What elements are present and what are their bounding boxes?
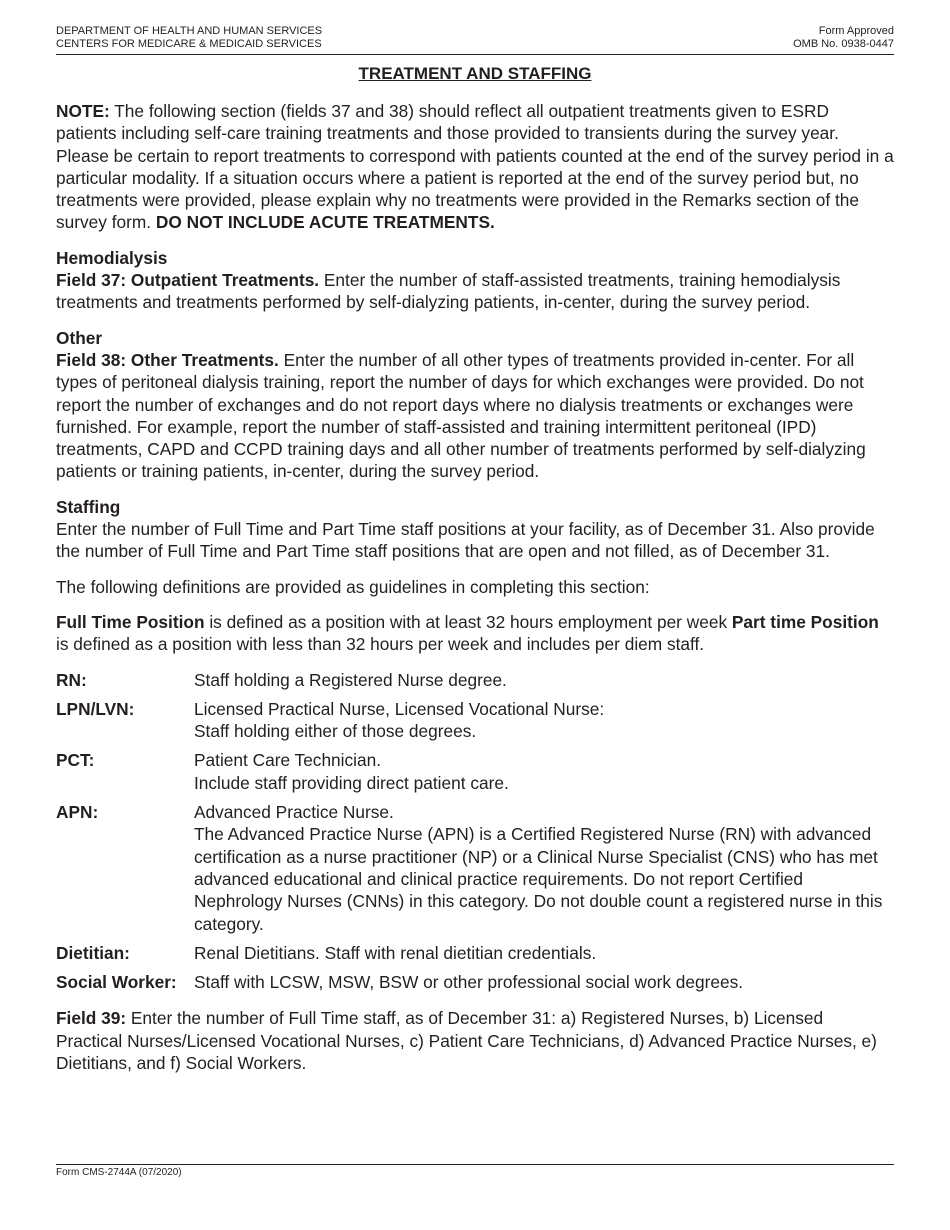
definition-line: Advanced Practice Nurse. (194, 802, 394, 823)
form-page (56, 0, 894, 1230)
definition-term: APN: (56, 802, 99, 823)
definition-term: LPN/LVN: (56, 698, 135, 719)
definition-social-worker (56, 971, 894, 993)
definition-dietitian (56, 942, 894, 964)
field-39-paragraph (56, 1007, 894, 1074)
note-label: NOTE: (56, 101, 110, 121)
agency-line-1: DEPARTMENT OF HEALTH AND HUMAN SERVICES (56, 25, 323, 37)
full-time-label: Full Time Position (56, 611, 205, 632)
field-38-paragraph (56, 349, 894, 483)
field-37-text: Enter the number of staff-assisted treatments, training hemodialysis treatments and treatments performed by self-dialyzing patients, in-center, during the survey period. (56, 270, 841, 313)
form-body (56, 100, 894, 1074)
agency-header (56, 25, 322, 51)
definition-line: Include staff providing direct patient care. (194, 772, 509, 793)
note-paragraph (56, 100, 894, 234)
other-heading: Other (56, 327, 103, 348)
definition-desc (194, 801, 894, 935)
positions-paragraph (56, 611, 894, 656)
definition-apn (56, 801, 894, 935)
definition-desc (194, 749, 894, 794)
approval-header (793, 25, 894, 51)
definition-line: Staff with LCSW, MSW, BSW or other professional social work degrees. (194, 972, 744, 993)
omb-number: OMB No. 0938-0447 (793, 38, 894, 50)
definition-desc (194, 698, 894, 743)
definition-desc (194, 669, 894, 691)
definition-line: Staff holding a Registered Nurse degree. (194, 669, 507, 690)
definition-line: Licensed Practical Nurse, Licensed Vocational Nurse: (194, 698, 605, 719)
definition-line: Renal Dietitians. Staff with renal dietitian credentials. (194, 942, 597, 963)
field-39-label: Field 39: (56, 1008, 127, 1029)
definition-desc (194, 942, 894, 964)
field-39-text: Enter the number of Full Time staff, as of December 31: a) Registered Nurses, b) Licensed Practical Nurses/Licensed Vocational Nurses, c) Patient Care Technicians, d) Advanced Practice Nurses, e) Dietitians, and f) Social Workers. (56, 1008, 877, 1073)
guidelines-intro: The following definitions are provided as guidelines in completing this section: (56, 576, 650, 597)
form-approved-label: Form Approved (818, 25, 894, 37)
page-title: TREATMENT AND STAFFING (358, 64, 592, 83)
definition-rn (56, 669, 894, 691)
footer-divider (56, 1164, 894, 1165)
agency-line-2: CENTERS FOR MEDICARE & MEDICAID SERVICES (56, 38, 322, 50)
hemodialysis-heading: Hemodialysis (56, 247, 168, 268)
field-37-paragraph (56, 269, 894, 314)
staffing-text: Enter the number of Full Time and Part Time staff positions at your facility, as of December 31. Also provide the number of Full Time and Part Time staff positions that are open and not filled, as of December 31. (56, 519, 875, 562)
part-time-label: Part time Position (731, 611, 879, 632)
note-emphasis: DO NOT INCLUDE ACUTE TREATMENTS. (155, 212, 495, 233)
definition-lpn-lvn (56, 698, 894, 743)
note-text: The following section (fields 37 and 38) should reflect all outpatient treatments given to ESRD patients including self-care training treatments and those provided to transients during the survey year. Please be certain to report treatments to correspond with patients counted at the end of the survey period in a particular modality. If a situation occurs where a patient is reported at the end of the survey period but, no treatments were provided, please explain why no treatments were provided in the Remarks section of the survey form. (56, 101, 894, 233)
definition-term: Dietitian: (56, 942, 130, 963)
field-38-label: Field 38: Other Treatments. (56, 349, 279, 370)
definition-line: Patient Care Technician. (194, 750, 382, 771)
field-38-text: Enter the number of all other types of treatments provided in-center. For all types of peritoneal dialysis training, report the number of days for which exchanges were provided. Do not report the number of exchanges and do not report days where no dialysis treatments or exchanges were furnished. For example, report the number of staff-assisted and training intermittent peritoneal (IPD) treatments, CAPD and CCPD training days and all other number of treatments performed by self-dialyzing patients or training patients, in-center, during the survey period. (56, 349, 866, 482)
definition-term: PCT: (56, 750, 95, 771)
definition-desc (194, 971, 894, 993)
part-time-text: is defined as a position with less than 32 hours per week and includes per diem staff. (56, 634, 705, 655)
staffing-heading: Staffing (56, 496, 121, 517)
definition-pct (56, 749, 894, 794)
header-divider (56, 54, 894, 55)
definition-term: Social Worker: (56, 972, 177, 993)
definition-line: The Advanced Practice Nurse (APN) is a Certified Registered Nurse (RN) with advanced certification as a nurse practitioner (NP) or a Clinical Nurse Specialist (CNS) who has met advanced educational and clinical practice requirements. Do not report Certified Nephrology Nurses (CNNs) in this category. Do not double count a registered nurse in this category. (194, 824, 883, 934)
definition-term: RN: (56, 669, 87, 690)
full-time-text: is defined as a position with at least 32 hours employment per week (204, 611, 732, 632)
field-37-label: Field 37: Outpatient Treatments. (56, 270, 320, 291)
definition-line: Staff holding either of those degrees. (194, 721, 477, 742)
form-number: Form CMS-2744A (07/2020) (56, 1167, 182, 1178)
